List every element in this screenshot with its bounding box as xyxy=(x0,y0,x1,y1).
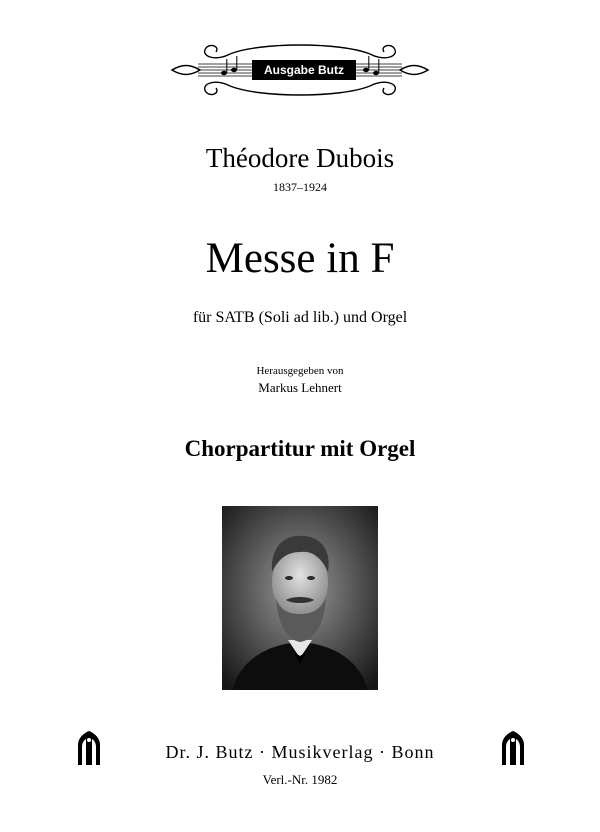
editor-name: Markus Lehnert xyxy=(258,380,342,395)
composer-dates: 1837–1924 xyxy=(273,180,327,194)
composer-name: Théodore Dubois xyxy=(205,143,395,173)
work-title: Messe in F xyxy=(205,235,395,282)
catalog-number: Verl.-Nr. 1982 xyxy=(262,772,338,787)
publisher-row xyxy=(0,731,600,767)
emblem-label: Ausgabe Butz xyxy=(252,60,356,80)
edition-type: Chorpartitur mit Orgel xyxy=(184,436,416,461)
gothic-window-icon xyxy=(500,731,526,765)
publisher-emblem xyxy=(170,40,430,100)
portrait-photo-icon xyxy=(222,506,378,690)
publisher-name: Dr. J. Butz · Musikverlag · Bonn xyxy=(165,742,435,762)
work-scoring: für SATB (Soli ad lib.) und Orgel xyxy=(192,309,408,326)
editor-label: Herausgegeben von xyxy=(256,365,344,377)
composer-portrait xyxy=(222,506,378,690)
